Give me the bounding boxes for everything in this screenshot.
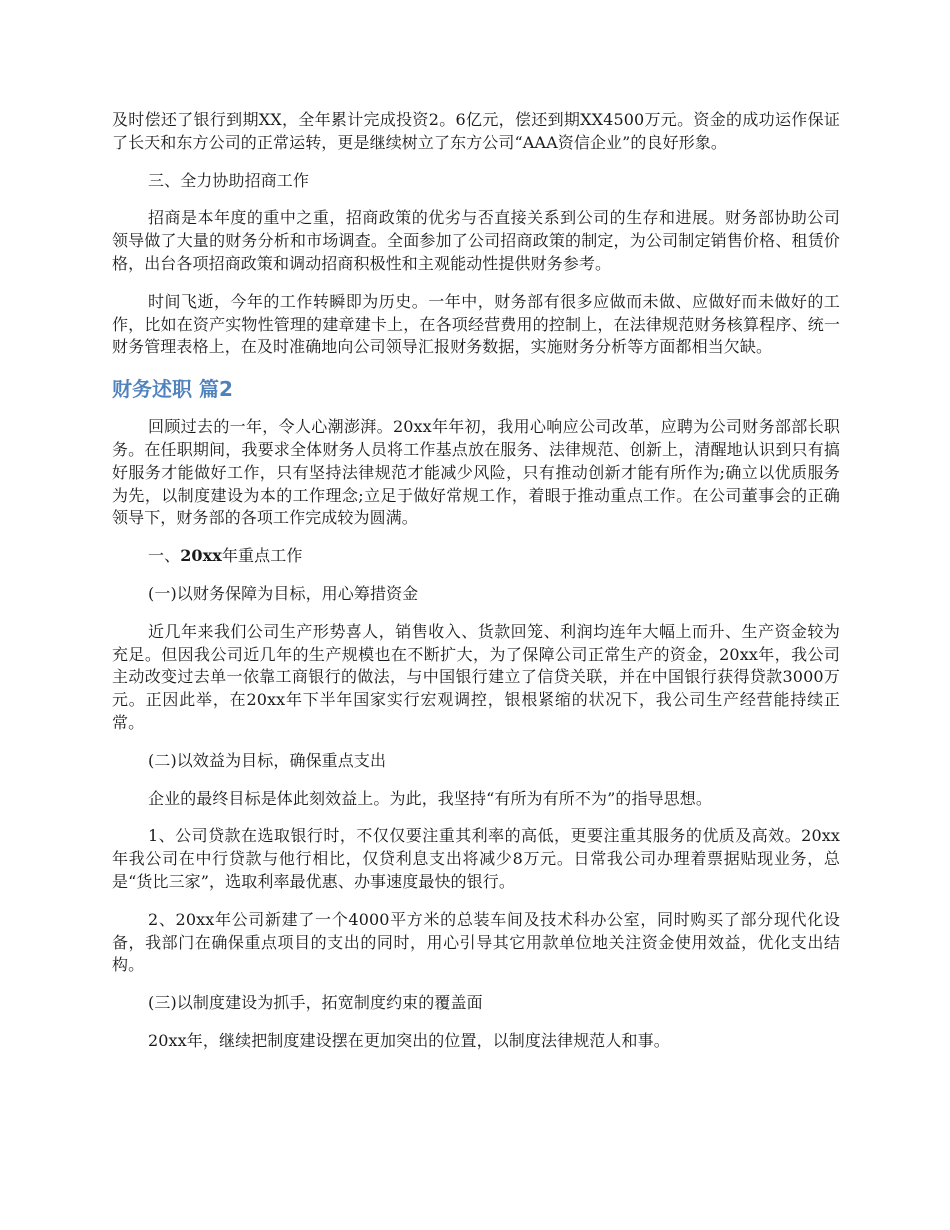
document-page bbox=[112, 109, 840, 1068]
paragraph-continuation: 及时偿还了银行到期XX，全年累计完成投资2。6亿元，偿还到期XX4500万元。资金的成功运作保证了长天和东方公司的正常运转，更是继续树立了东方公司“AAA资信企业”的良好形象。 bbox=[112, 110, 840, 152]
subheading-funding: (一)以财务保障为目标，用心筹措资金 bbox=[148, 583, 419, 603]
list-item-1: 1、公司贷款在选取银行时，不仅仅要注重其利率的高低，更要注重其服务的优质及高效。20xx年我公司在中行贷款与他行相比，仅贷利息支出将减少8万元。日常我公司办理着票据贴现业务，总是“货比三家”，选取利率最优惠、办事速度最快的银行。 bbox=[112, 826, 840, 891]
subheading-efficiency: (二)以效益为目标，确保重点支出 bbox=[148, 750, 387, 770]
heading-key-work bbox=[112, 545, 840, 568]
heading-key-work-year: 20xx bbox=[180, 546, 222, 566]
paragraph-system: 20xx年，继续把制度建设摆在更加突出的位置，以制度法律规范人和事。 bbox=[148, 1030, 670, 1050]
heading-key-work-suffix: 年重点工作 bbox=[221, 546, 303, 566]
heading-key-work-prefix: 一、 bbox=[148, 546, 181, 566]
paragraph-funding: 近几年来我们公司生产形势喜人，销售收入、货款回笼、利润均连年大幅上而升、生产资金较为充足。但因我公司近几年的生产规模也在不断扩大，为了保障公司正常生产的资金，20xx年，我公司主动改变过去单一依靠工商银行的做法，与中国银行建立了信贷关联，并在中国银行获得贷款3000万元。正因此举，在20xx年下半年国家实行宏观调控，银根紧缩的状况下，我公司生产经营能持续正常。 bbox=[112, 621, 840, 732]
section-title: 财务述职 篇2 bbox=[112, 377, 233, 402]
list-item-2: 2、20xx年公司新建了一个4000平方米的总装车间及技术科办公室，同时购买了部分现代化设备，我部门在确保重点项目的支出的同时，用心引导其它用款单位地关注资金使用效益，优化支出结构。 bbox=[112, 909, 840, 975]
paragraph-efficiency: 企业的最终目标是体此刻效益上。为此，我坚持“有所为有所不为”的指导思想。 bbox=[148, 788, 712, 808]
paragraph-intro: 回顾过去的一年，令人心潮澎湃。20xx年年初，我用心响应公司改革，应聘为公司财务部部长职务。在任职期间，我要求全体财务人员将工作基点放在服务、法律规范、创新上，清醒地认识到只有搞好服务才能做好工作，只有坚持法律规范才能减少风险，只有推动创新才能有所作为;确立以优质服务为先，以制度建设为本的工作理念;立足于做好常规工作，着眼于推动重点工作。在公司董事会的正确领导下，财务部的各项工作完成较为圆满。 bbox=[112, 417, 840, 528]
subheading-system: (三)以制度建设为抓手，拓宽制度约束的覆盖面 bbox=[148, 993, 483, 1013]
heading-zhaoshang: 三、全力协助招商工作 bbox=[148, 170, 310, 190]
paragraph-shijian: 时间飞逝，今年的工作转瞬即为历史。一年中，财务部有很多应做而未做、应做好而未做好的工作，比如在资产实物性管理的建章建卡上，在各项经营费用的控制上，在法律规范财务核算程序、统一财务管理表格上，在及时准确地向公司领导汇报财务数据，实施财务分析等方面都相当欠缺。 bbox=[112, 291, 840, 357]
paragraph-zhaoshang: 招商是本年度的重中之重，招商政策的优劣与否直接关系到公司的生存和进展。财务部协助公司领导做了大量的财务分析和市场调查。全面参加了公司招商政策的制定，为公司制定销售价格、租赁价格，出台各项招商政策和调动招商积极性和主观能动性提供财务参考。 bbox=[112, 208, 840, 273]
